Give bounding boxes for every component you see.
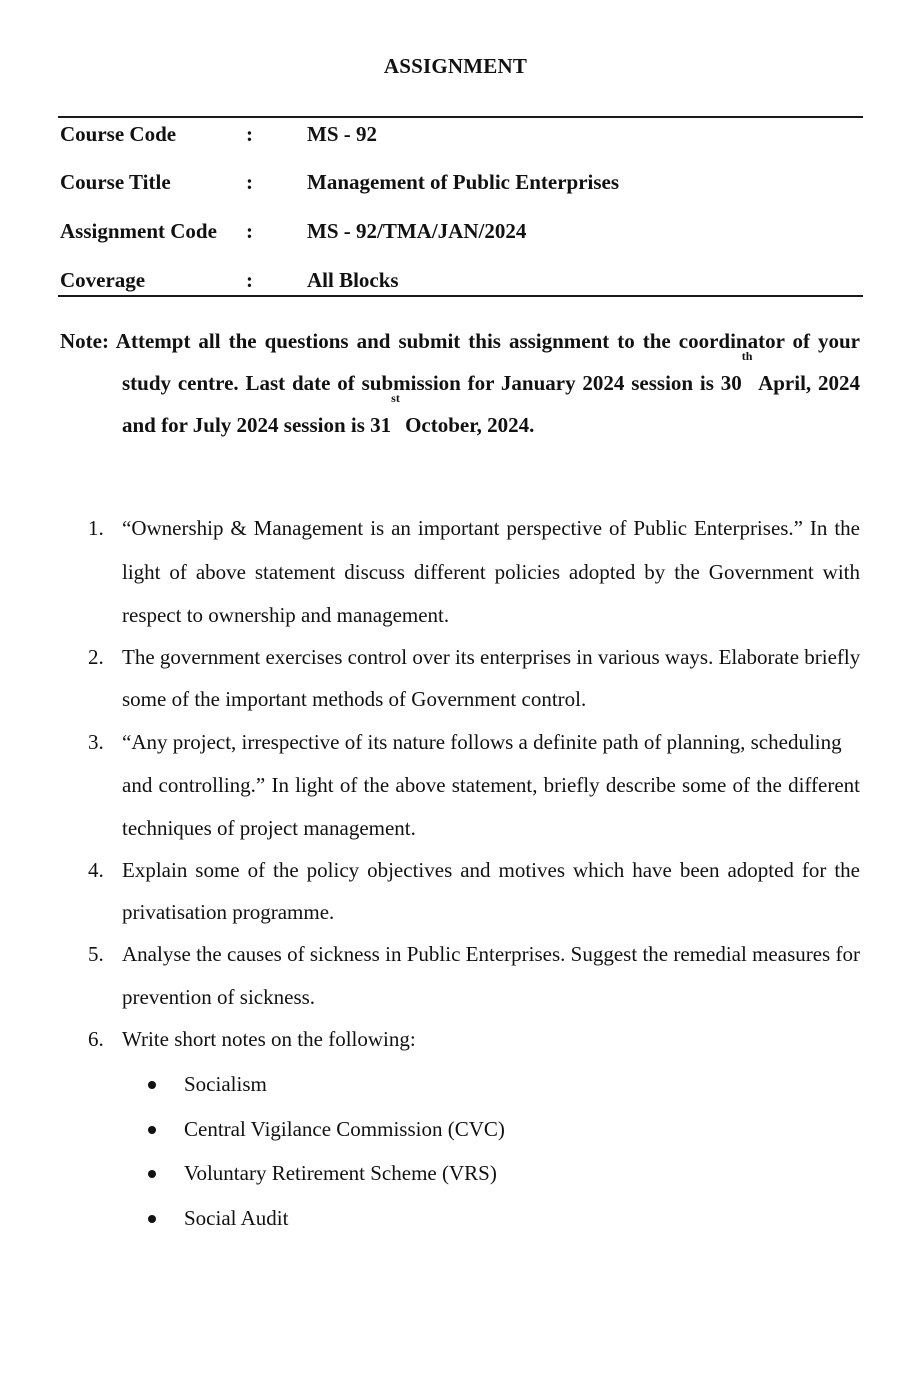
- question-text-line: Analyse the causes of sickness in Public Enterprises. Suggest the remedial measures for: [122, 942, 860, 966]
- bullet-icon: [148, 1170, 156, 1178]
- question-text-line: “Ownership & Management is an important perspective of Public Enterprises.” In the: [122, 516, 860, 540]
- question-text-line: and controlling.” In light of the above statement, briefly describe some of the different: [122, 773, 860, 797]
- question-number: 6.: [88, 1027, 104, 1051]
- list-item-text: Voluntary Retirement Scheme (VRS): [184, 1161, 497, 1185]
- list-item-text: Social Audit: [184, 1206, 289, 1230]
- page-title: ASSIGNMENT: [383, 54, 528, 78]
- note-line-3: and for July 2024 session is 31st October, 2024.: [122, 391, 535, 437]
- question-number: 5.: [88, 942, 104, 966]
- info-separator: :: [246, 122, 253, 146]
- info-row-assignment-code: [60, 219, 860, 249]
- submission-note: [60, 320, 860, 446]
- note-line-2: study centre. Last date of submission for January 2024 session is 30th April, 2024: [122, 349, 860, 395]
- list-item-text: Socialism: [184, 1072, 267, 1096]
- question-text-line: Explain some of the policy objectives and motives which have been adopted for the: [122, 858, 860, 882]
- question-text-line: light of above statement discuss different policies adopted by the Government with: [122, 560, 860, 584]
- question-number: 4.: [88, 858, 104, 882]
- list-item-text: Central Vigilance Commission (CVC): [184, 1117, 505, 1141]
- info-separator: :: [246, 170, 253, 194]
- question-text-line: respect to ownership and management.: [122, 603, 450, 627]
- info-value: MS - 92/TMA/JAN/2024: [307, 219, 527, 243]
- question-text-line: “Any project, irrespective of its nature follows a definite path of planning, scheduling: [122, 730, 842, 754]
- info-separator: :: [246, 268, 253, 292]
- info-label: Course Title: [60, 170, 171, 194]
- question-text-line: prevention of sickness.: [122, 985, 316, 1009]
- info-row-coverage: [60, 268, 860, 298]
- bullet-icon: [148, 1081, 156, 1089]
- info-label: Assignment Code: [60, 219, 217, 243]
- info-value: MS - 92: [307, 122, 377, 146]
- info-label: Coverage: [60, 268, 146, 292]
- info-row-course-code: [60, 122, 860, 152]
- bullet-icon: [148, 1215, 156, 1223]
- info-row-course-title: [60, 170, 860, 200]
- question-number: 3.: [88, 730, 104, 754]
- note-line-1: Note: Attempt all the questions and submit this assignment to the coordinator of your: [60, 329, 860, 353]
- question-number: 1.: [88, 516, 104, 540]
- info-label: Course Code: [60, 122, 177, 146]
- divider-bottom: [58, 295, 863, 297]
- question-text-line: some of the important methods of Government control.: [122, 687, 587, 711]
- question-number: 2.: [88, 645, 104, 669]
- info-value: Management of Public Enterprises: [307, 170, 620, 194]
- divider-top: [58, 116, 863, 118]
- info-value: All Blocks: [307, 268, 399, 292]
- bullet-icon: [148, 1126, 156, 1134]
- question-text-line: The government exercises control over its enterprises in various ways. Elaborate briefly: [122, 645, 861, 669]
- info-separator: :: [246, 219, 253, 243]
- question-text-line: Write short notes on the following:: [122, 1027, 416, 1051]
- question-text-line: privatisation programme.: [122, 900, 335, 924]
- question-text-line: techniques of project management.: [122, 816, 416, 840]
